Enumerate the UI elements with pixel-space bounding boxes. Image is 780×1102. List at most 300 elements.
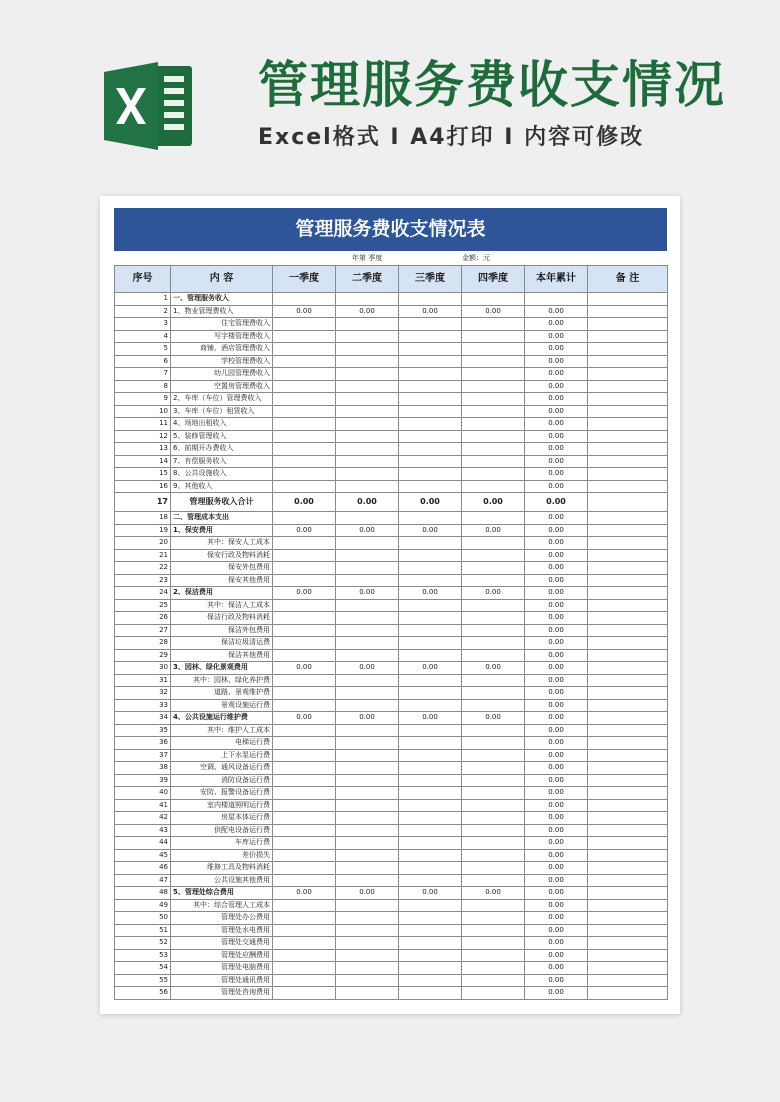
q4-cell[interactable] (462, 912, 525, 925)
remarks-cell[interactable] (588, 637, 668, 650)
q1-cell[interactable] (273, 612, 336, 625)
ytd-cell[interactable]: 0.00 (525, 393, 588, 406)
item-cell[interactable]: 商铺、酒店管理费收入 (171, 343, 273, 356)
remarks-cell[interactable] (588, 699, 668, 712)
ytd-cell[interactable]: 0.00 (525, 455, 588, 468)
remarks-cell[interactable] (588, 812, 668, 825)
q2-cell[interactable] (336, 774, 399, 787)
q4-cell[interactable] (462, 749, 525, 762)
remarks-cell[interactable] (588, 662, 668, 675)
item-cell[interactable]: 保洁行政及物料消耗 (171, 612, 273, 625)
q4-cell[interactable] (462, 937, 525, 950)
remarks-cell[interactable] (588, 330, 668, 343)
row-number-cell[interactable]: 34 (115, 712, 171, 725)
row-number-cell[interactable]: 20 (115, 537, 171, 550)
q2-cell[interactable]: 0.00 (336, 887, 399, 900)
item-cell[interactable]: 管理处交通费用 (171, 937, 273, 950)
q4-cell[interactable] (462, 724, 525, 737)
item-cell[interactable]: 住宅管理费收入 (171, 318, 273, 331)
ytd-cell[interactable]: 0.00 (525, 612, 588, 625)
q1-cell[interactable] (273, 468, 336, 481)
ytd-cell[interactable]: 0.00 (525, 343, 588, 356)
row-number-cell[interactable]: 22 (115, 562, 171, 575)
item-cell[interactable]: 消防设备运行费 (171, 774, 273, 787)
item-cell[interactable]: 3、车库（车位）租赁收入 (171, 405, 273, 418)
q3-cell[interactable] (399, 355, 462, 368)
q1-cell[interactable] (273, 687, 336, 700)
item-cell[interactable]: 保洁其他费用 (171, 649, 273, 662)
item-cell[interactable]: 5、装修管理收入 (171, 430, 273, 443)
remarks-cell[interactable] (588, 355, 668, 368)
item-cell[interactable]: 管理处应酬费用 (171, 949, 273, 962)
row-number-cell[interactable]: 47 (115, 874, 171, 887)
item-cell[interactable]: 管理处通讯费用 (171, 974, 273, 987)
row-number-cell[interactable]: 5 (115, 343, 171, 356)
ytd-cell[interactable]: 0.00 (525, 937, 588, 950)
q3-cell[interactable] (399, 912, 462, 925)
q1-cell[interactable] (273, 599, 336, 612)
item-cell[interactable]: 维修工具及物料消耗 (171, 862, 273, 875)
q2-cell[interactable] (336, 987, 399, 1000)
row-number-cell[interactable]: 49 (115, 899, 171, 912)
q4-cell[interactable] (462, 649, 525, 662)
q3-cell[interactable] (399, 824, 462, 837)
q2-cell[interactable] (336, 812, 399, 825)
remarks-cell[interactable] (588, 787, 668, 800)
q3-cell[interactable]: 0.00 (399, 587, 462, 600)
row-number-cell[interactable]: 13 (115, 443, 171, 456)
row-number-cell[interactable]: 15 (115, 468, 171, 481)
row-number-cell[interactable]: 28 (115, 637, 171, 650)
item-cell[interactable]: 幼儿园管理费收入 (171, 368, 273, 381)
ytd-cell[interactable]: 0.00 (525, 549, 588, 562)
q1-cell[interactable] (273, 749, 336, 762)
item-cell[interactable]: 景观设施运行费 (171, 699, 273, 712)
q2-cell[interactable] (336, 330, 399, 343)
remarks-cell[interactable] (588, 874, 668, 887)
q3-cell[interactable] (399, 874, 462, 887)
row-number-cell[interactable]: 6 (115, 355, 171, 368)
q2-cell[interactable] (336, 924, 399, 937)
ytd-cell[interactable]: 0.00 (525, 318, 588, 331)
q1-cell[interactable] (273, 512, 336, 525)
q1-cell[interactable] (273, 812, 336, 825)
q4-cell[interactable] (462, 699, 525, 712)
remarks-cell[interactable] (588, 899, 668, 912)
q4-cell[interactable] (462, 987, 525, 1000)
q1-cell[interactable] (273, 924, 336, 937)
ytd-cell[interactable]: 0.00 (525, 787, 588, 800)
q1-cell[interactable] (273, 962, 336, 975)
q2-cell[interactable] (336, 293, 399, 306)
q3-cell[interactable]: 0.00 (399, 887, 462, 900)
q3-cell[interactable] (399, 637, 462, 650)
item-cell[interactable]: 公共设施其他费用 (171, 874, 273, 887)
item-cell[interactable]: 3、园林、绿化景观费用 (171, 662, 273, 675)
q3-cell[interactable] (399, 737, 462, 750)
q2-cell[interactable] (336, 762, 399, 775)
q3-cell[interactable] (399, 924, 462, 937)
q1-cell[interactable] (273, 699, 336, 712)
q2-cell[interactable] (336, 962, 399, 975)
remarks-cell[interactable] (588, 368, 668, 381)
remarks-cell[interactable] (588, 912, 668, 925)
q2-cell[interactable] (336, 899, 399, 912)
q3-cell[interactable] (399, 799, 462, 812)
item-cell[interactable]: 空置房管理费收入 (171, 380, 273, 393)
item-cell[interactable]: 房屋本体运行费 (171, 812, 273, 825)
q2-cell[interactable] (336, 549, 399, 562)
row-number-cell[interactable]: 32 (115, 687, 171, 700)
q4-cell[interactable] (462, 549, 525, 562)
remarks-cell[interactable] (588, 774, 668, 787)
remarks-cell[interactable] (588, 512, 668, 525)
row-number-cell[interactable]: 21 (115, 549, 171, 562)
q4-cell[interactable] (462, 293, 525, 306)
item-cell[interactable]: 管理处水电费用 (171, 924, 273, 937)
row-number-cell[interactable]: 9 (115, 393, 171, 406)
q3-cell[interactable] (399, 774, 462, 787)
q4-cell[interactable] (462, 355, 525, 368)
item-cell[interactable]: 保洁垃圾清运费 (171, 637, 273, 650)
q3-cell[interactable] (399, 574, 462, 587)
row-number-cell[interactable]: 41 (115, 799, 171, 812)
q2-cell[interactable]: 0.00 (336, 712, 399, 725)
row-number-cell[interactable]: 8 (115, 380, 171, 393)
q2-cell[interactable] (336, 562, 399, 575)
q3-cell[interactable] (399, 787, 462, 800)
ytd-cell[interactable]: 0.00 (525, 562, 588, 575)
row-number-cell[interactable]: 55 (115, 974, 171, 987)
row-number-cell[interactable]: 2 (115, 305, 171, 318)
q4-cell[interactable] (462, 974, 525, 987)
remarks-cell[interactable] (588, 293, 668, 306)
row-number-cell[interactable]: 29 (115, 649, 171, 662)
item-cell[interactable]: 4、公共设施运行维护费 (171, 712, 273, 725)
remarks-cell[interactable] (588, 455, 668, 468)
q3-cell[interactable] (399, 812, 462, 825)
q2-cell[interactable]: 0.00 (336, 493, 399, 512)
row-number-cell[interactable]: 43 (115, 824, 171, 837)
ytd-cell[interactable]: 0.00 (525, 962, 588, 975)
ytd-cell[interactable]: 0.00 (525, 587, 588, 600)
q3-cell[interactable] (399, 862, 462, 875)
remarks-cell[interactable] (588, 937, 668, 950)
remarks-cell[interactable] (588, 574, 668, 587)
q1-cell[interactable] (273, 937, 336, 950)
remarks-cell[interactable] (588, 674, 668, 687)
q3-cell[interactable]: 0.00 (399, 524, 462, 537)
item-cell[interactable]: 其中：保洁人工成本 (171, 599, 273, 612)
q1-cell[interactable] (273, 368, 336, 381)
q4-cell[interactable] (462, 899, 525, 912)
ytd-cell[interactable]: 0.00 (525, 762, 588, 775)
q3-cell[interactable] (399, 405, 462, 418)
row-number-cell[interactable]: 27 (115, 624, 171, 637)
q2-cell[interactable]: 0.00 (336, 662, 399, 675)
ytd-cell[interactable]: 0.00 (525, 405, 588, 418)
remarks-cell[interactable] (588, 480, 668, 493)
item-cell[interactable]: 电梯运行费 (171, 737, 273, 750)
q2-cell[interactable]: 0.00 (336, 587, 399, 600)
q2-cell[interactable] (336, 430, 399, 443)
remarks-cell[interactable] (588, 612, 668, 625)
ytd-cell[interactable]: 0.00 (525, 812, 588, 825)
q1-cell[interactable] (273, 974, 336, 987)
q2-cell[interactable]: 0.00 (336, 305, 399, 318)
q3-cell[interactable] (399, 430, 462, 443)
item-cell[interactable]: 其中：维护人工成本 (171, 724, 273, 737)
q1-cell[interactable] (273, 318, 336, 331)
q4-cell[interactable] (462, 612, 525, 625)
q2-cell[interactable] (336, 405, 399, 418)
row-number-cell[interactable]: 11 (115, 418, 171, 431)
remarks-cell[interactable] (588, 343, 668, 356)
q3-cell[interactable]: 0.00 (399, 305, 462, 318)
remarks-cell[interactable] (588, 824, 668, 837)
q4-cell[interactable] (462, 624, 525, 637)
q1-cell[interactable] (273, 987, 336, 1000)
q4-cell[interactable] (462, 924, 525, 937)
q2-cell[interactable] (336, 687, 399, 700)
q1-cell[interactable]: 0.00 (273, 305, 336, 318)
item-cell[interactable]: 一、管理服务收入 (171, 293, 273, 306)
row-number-cell[interactable]: 25 (115, 599, 171, 612)
q3-cell[interactable] (399, 537, 462, 550)
remarks-cell[interactable] (588, 493, 668, 512)
q1-cell[interactable] (273, 549, 336, 562)
q3-cell[interactable]: 0.00 (399, 493, 462, 512)
q1-cell[interactable] (273, 787, 336, 800)
item-cell[interactable]: 其中：综合管理人工成本 (171, 899, 273, 912)
item-cell[interactable]: 其中：保安人工成本 (171, 537, 273, 550)
q2-cell[interactable] (336, 699, 399, 712)
remarks-cell[interactable] (588, 524, 668, 537)
q1-cell[interactable] (273, 862, 336, 875)
q1-cell[interactable]: 0.00 (273, 493, 336, 512)
q1-cell[interactable] (273, 762, 336, 775)
remarks-cell[interactable] (588, 987, 668, 1000)
row-number-cell[interactable]: 26 (115, 612, 171, 625)
item-cell[interactable]: 保安外包费用 (171, 562, 273, 575)
ytd-cell[interactable]: 0.00 (525, 749, 588, 762)
ytd-cell[interactable]: 0.00 (525, 687, 588, 700)
q1-cell[interactable] (273, 405, 336, 418)
item-cell[interactable]: 1、保安费用 (171, 524, 273, 537)
q2-cell[interactable] (336, 468, 399, 481)
item-cell[interactable]: 写字楼管理费收入 (171, 330, 273, 343)
q2-cell[interactable] (336, 599, 399, 612)
q3-cell[interactable] (399, 687, 462, 700)
q2-cell[interactable] (336, 343, 399, 356)
q1-cell[interactable] (273, 574, 336, 587)
remarks-cell[interactable] (588, 549, 668, 562)
ytd-cell[interactable]: 0.00 (525, 430, 588, 443)
row-number-cell[interactable]: 44 (115, 837, 171, 850)
q3-cell[interactable] (399, 599, 462, 612)
item-cell[interactable]: 学校管理费收入 (171, 355, 273, 368)
q3-cell[interactable] (399, 343, 462, 356)
q1-cell[interactable] (273, 737, 336, 750)
row-number-cell[interactable]: 18 (115, 512, 171, 525)
item-cell[interactable]: 9、其他收入 (171, 480, 273, 493)
ytd-cell[interactable]: 0.00 (525, 862, 588, 875)
q1-cell[interactable] (273, 849, 336, 862)
q2-cell[interactable] (336, 874, 399, 887)
q4-cell[interactable] (462, 343, 525, 356)
row-number-cell[interactable]: 14 (115, 455, 171, 468)
q2-cell[interactable] (336, 824, 399, 837)
q2-cell[interactable] (336, 418, 399, 431)
row-number-cell[interactable]: 4 (115, 330, 171, 343)
q3-cell[interactable] (399, 674, 462, 687)
q3-cell[interactable] (399, 512, 462, 525)
q2-cell[interactable] (336, 537, 399, 550)
q2-cell[interactable] (336, 949, 399, 962)
row-number-cell[interactable]: 12 (115, 430, 171, 443)
remarks-cell[interactable] (588, 562, 668, 575)
q4-cell[interactable] (462, 837, 525, 850)
item-cell[interactable]: 5、管理处综合费用 (171, 887, 273, 900)
q4-cell[interactable] (462, 787, 525, 800)
q4-cell[interactable]: 0.00 (462, 524, 525, 537)
q1-cell[interactable] (273, 649, 336, 662)
ytd-cell[interactable]: 0.00 (525, 624, 588, 637)
q4-cell[interactable] (462, 405, 525, 418)
ytd-cell[interactable]: 0.00 (525, 512, 588, 525)
q4-cell[interactable] (462, 330, 525, 343)
ytd-cell[interactable]: 0.00 (525, 974, 588, 987)
ytd-cell[interactable]: 0.00 (525, 712, 588, 725)
q3-cell[interactable]: 0.00 (399, 662, 462, 675)
row-number-cell[interactable]: 7 (115, 368, 171, 381)
q1-cell[interactable] (273, 624, 336, 637)
row-number-cell[interactable]: 37 (115, 749, 171, 762)
ytd-cell[interactable]: 0.00 (525, 524, 588, 537)
row-number-cell[interactable]: 38 (115, 762, 171, 775)
ytd-cell[interactable]: 0.00 (525, 418, 588, 431)
remarks-cell[interactable] (588, 418, 668, 431)
q1-cell[interactable] (273, 355, 336, 368)
q1-cell[interactable] (273, 912, 336, 925)
remarks-cell[interactable] (588, 849, 668, 862)
q4-cell[interactable] (462, 380, 525, 393)
q3-cell[interactable] (399, 330, 462, 343)
q3-cell[interactable] (399, 724, 462, 737)
ytd-cell[interactable]: 0.00 (525, 599, 588, 612)
row-number-cell[interactable]: 35 (115, 724, 171, 737)
q1-cell[interactable]: 0.00 (273, 887, 336, 900)
q4-cell[interactable] (462, 862, 525, 875)
item-cell[interactable]: 其中：园林、绿化养护费 (171, 674, 273, 687)
q1-cell[interactable] (273, 874, 336, 887)
q4-cell[interactable] (462, 480, 525, 493)
q4-cell[interactable] (462, 774, 525, 787)
remarks-cell[interactable] (588, 624, 668, 637)
q3-cell[interactable] (399, 699, 462, 712)
remarks-cell[interactable] (588, 687, 668, 700)
item-cell[interactable]: 6、前期开办费收入 (171, 443, 273, 456)
q2-cell[interactable] (336, 737, 399, 750)
q2-cell[interactable] (336, 649, 399, 662)
ytd-cell[interactable]: 0.00 (525, 637, 588, 650)
q2-cell[interactable] (336, 380, 399, 393)
q4-cell[interactable]: 0.00 (462, 712, 525, 725)
q4-cell[interactable] (462, 812, 525, 825)
ytd-cell[interactable]: 0.00 (525, 674, 588, 687)
row-number-cell[interactable]: 40 (115, 787, 171, 800)
remarks-cell[interactable] (588, 649, 668, 662)
q4-cell[interactable] (462, 799, 525, 812)
q1-cell[interactable] (273, 562, 336, 575)
q4-cell[interactable] (462, 874, 525, 887)
item-cell[interactable]: 车库运行费 (171, 837, 273, 850)
item-cell[interactable]: 管理处咨询费用 (171, 987, 273, 1000)
item-cell[interactable]: 二、管理成本支出 (171, 512, 273, 525)
row-number-cell[interactable]: 3 (115, 318, 171, 331)
ytd-cell[interactable]: 0.00 (525, 774, 588, 787)
q1-cell[interactable]: 0.00 (273, 587, 336, 600)
q4-cell[interactable] (462, 418, 525, 431)
row-number-cell[interactable]: 1 (115, 293, 171, 306)
row-number-cell[interactable]: 23 (115, 574, 171, 587)
q4-cell[interactable] (462, 849, 525, 862)
q4-cell[interactable]: 0.00 (462, 887, 525, 900)
remarks-cell[interactable] (588, 762, 668, 775)
q2-cell[interactable] (336, 512, 399, 525)
remarks-cell[interactable] (588, 468, 668, 481)
q3-cell[interactable] (399, 612, 462, 625)
q4-cell[interactable] (462, 512, 525, 525)
row-number-cell[interactable]: 53 (115, 949, 171, 962)
remarks-cell[interactable] (588, 405, 668, 418)
q1-cell[interactable]: 0.00 (273, 712, 336, 725)
q2-cell[interactable] (336, 862, 399, 875)
item-cell[interactable]: 安防、报警设备运行费 (171, 787, 273, 800)
remarks-cell[interactable] (588, 599, 668, 612)
q4-cell[interactable] (462, 455, 525, 468)
remarks-cell[interactable] (588, 949, 668, 962)
q1-cell[interactable] (273, 293, 336, 306)
ytd-cell[interactable]: 0.00 (525, 574, 588, 587)
row-number-cell[interactable]: 54 (115, 962, 171, 975)
row-number-cell[interactable]: 31 (115, 674, 171, 687)
row-number-cell[interactable]: 33 (115, 699, 171, 712)
q1-cell[interactable] (273, 774, 336, 787)
ytd-cell[interactable] (525, 293, 588, 306)
remarks-cell[interactable] (588, 318, 668, 331)
remarks-cell[interactable] (588, 749, 668, 762)
row-number-cell[interactable]: 36 (115, 737, 171, 750)
q1-cell[interactable] (273, 837, 336, 850)
q3-cell[interactable] (399, 949, 462, 962)
q1-cell[interactable] (273, 674, 336, 687)
item-cell[interactable]: 保安其他费用 (171, 574, 273, 587)
q1-cell[interactable] (273, 799, 336, 812)
item-cell[interactable]: 1、物业管理费收入 (171, 305, 273, 318)
q3-cell[interactable] (399, 962, 462, 975)
ytd-cell[interactable]: 0.00 (525, 737, 588, 750)
q3-cell[interactable] (399, 393, 462, 406)
ytd-cell[interactable]: 0.00 (525, 330, 588, 343)
q3-cell[interactable] (399, 937, 462, 950)
ytd-cell[interactable]: 0.00 (525, 949, 588, 962)
q4-cell[interactable]: 0.00 (462, 587, 525, 600)
ytd-cell[interactable]: 0.00 (525, 649, 588, 662)
remarks-cell[interactable] (588, 380, 668, 393)
ytd-cell[interactable]: 0.00 (525, 899, 588, 912)
item-cell[interactable]: 保洁外包费用 (171, 624, 273, 637)
